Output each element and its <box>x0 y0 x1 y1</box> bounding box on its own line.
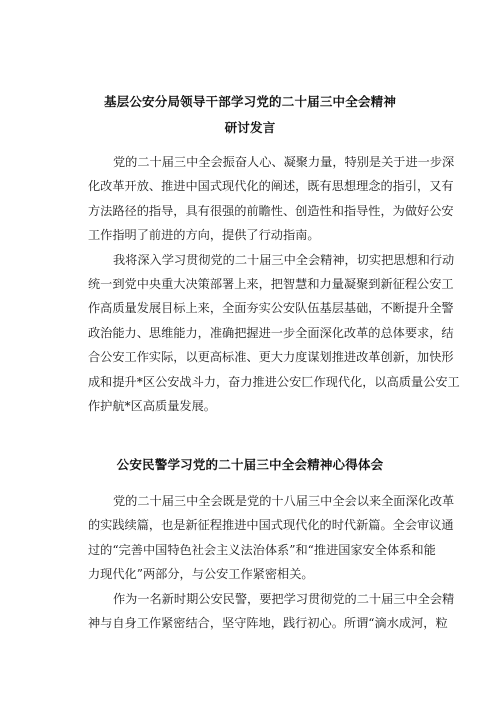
paragraph-line: 作护航*区高质量发展。 <box>88 398 216 413</box>
section-1-body <box>88 150 460 418</box>
paragraph-line: 化改革开放、推进中国式现代化的阐述，既有思想理念的指引，又有 <box>88 179 454 194</box>
document-title: 基层公安分局领导干部学习党的二十届三中全会精神 <box>103 94 397 109</box>
paragraph-line: 力现代化”两部分，与公安工作紧密相关。 <box>88 567 314 582</box>
paragraph-line: 党的二十届三中全会既是党的十八届三中全会以来全面深化改革 <box>113 494 455 508</box>
paragraph-line: 神与自身工作紧密结合，坚守阵地，践行初心。所谓“滴水成河，粒 <box>88 615 448 630</box>
paragraph-line: 合公安工作实际，以更高标准、更大力度谋划推进改革创新，加快形 <box>88 350 454 365</box>
paragraph-line: 作为一名新时期公安民警，要把学习贯彻党的二十届三中全会精 <box>113 591 455 606</box>
paragraph-line: 方法路径的指导，具有很强的前瞻性、创造性和指导性，为做好公安 <box>88 203 454 218</box>
section-2-body <box>88 489 455 635</box>
paragraph-line: 政治能力、思维能力，准确把握进一步全面深化改革的总体要求，结 <box>88 325 454 340</box>
paragraph-line: 统一到党中央重大决策部署上来，把智慧和力量凝聚到新征程公安工 <box>88 276 454 291</box>
section-2-title: 公安民警学习党的二十届三中全会精神心得体会 <box>116 457 384 472</box>
paragraph-line: 我将深入学习贯彻党的二十届三中全会精神，切实把思想和行动 <box>113 252 455 267</box>
paragraph-line: 成和提升*区公安战斗力，奋力推进公安匚作现代化，以高质量公安工 <box>88 374 460 389</box>
paragraph-line: 过的“完善中国特色社会主义法治体系”和“推进国家安全体系和能 <box>88 542 436 557</box>
paragraph-line: 的实践续篇，也是新征程推进中国式现代化的时代新篇。全会审议通 <box>88 518 454 533</box>
paragraph-line: 党的二十届三中全会振奋人心、凝聚力量，特别是关于进一步深 <box>113 155 455 169</box>
document-subtitle: 研讨发言 <box>224 120 276 135</box>
paragraph-line: 作高质量发展目标上来，全面夯实公安队伍基层基础，不断提升全警 <box>88 301 454 316</box>
paragraph-line: 工作指明了前进的方向，提供了行动指南。 <box>88 228 320 243</box>
